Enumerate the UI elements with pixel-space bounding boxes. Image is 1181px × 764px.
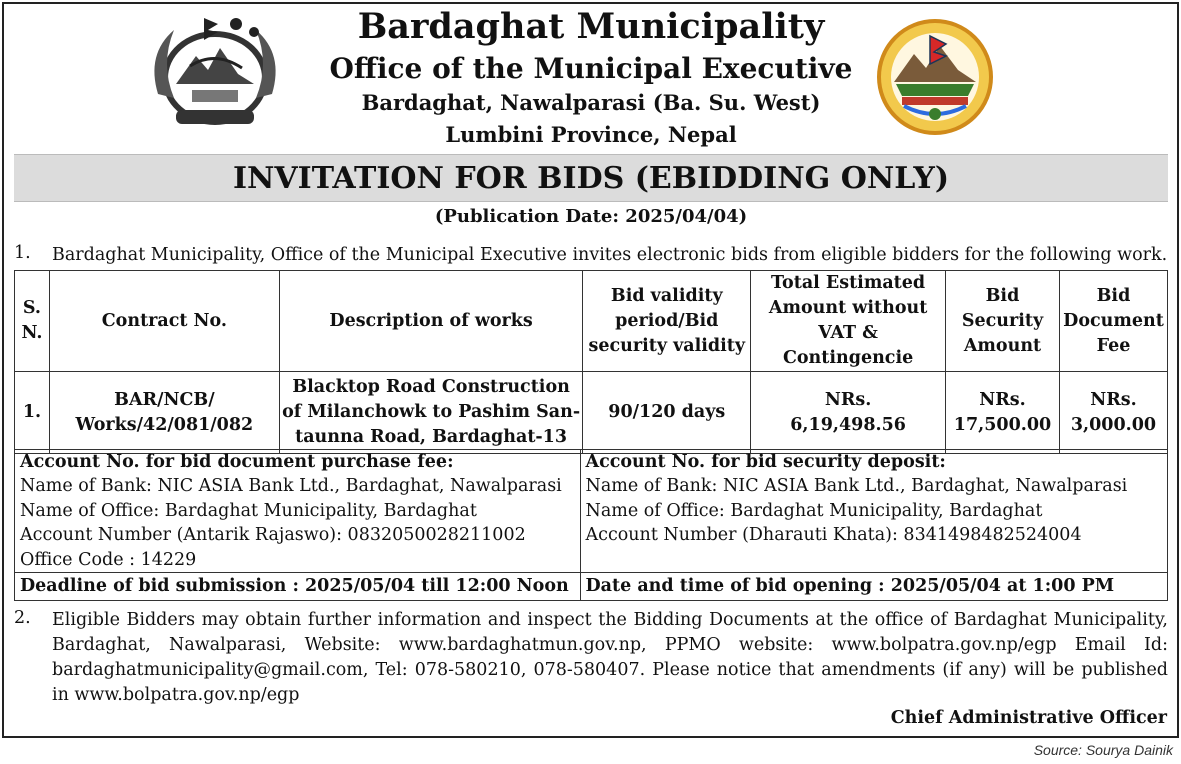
notice-title: INVITATION FOR BIDS (EBIDDING ONLY)	[14, 154, 1168, 202]
paragraph-intro: Bardaghat Municipality, Office of the Municipal Executive invites electronic bids from eligible bidders for the following work.	[52, 245, 1168, 265]
col-header-fee: Bid Document Fee	[1059, 271, 1167, 372]
document-fee-bank: Name of Bank: NIC ASIA Bank Ltd., Bardaghat, Nawalparasi	[20, 476, 562, 497]
submission-deadline: Deadline of bid submission : 2025/05/04 till 12:00 Noon	[15, 573, 581, 601]
cell-description: Blacktop Road Construction of Milanchowk to Pashim San- taunna Road, Bardaghat-13	[279, 372, 583, 454]
table-row	[15, 372, 1168, 454]
source-credit: Source: Sourya Dainik	[1033, 742, 1173, 758]
document-fee-office-code: Office Code : 14229	[20, 549, 197, 570]
paragraph-number: 2.	[14, 608, 31, 628]
cell-sn: 1.	[15, 372, 50, 454]
municipality-name: Bardaghat Municipality	[357, 6, 825, 47]
security-deposit-account	[580, 450, 1168, 573]
publication-date: (Publication Date: 2025/04/04)	[434, 206, 748, 227]
document-fee-heading: Account No. for bid document purchase fee:	[20, 452, 454, 472]
paragraph-contact-info: Eligible Bidders may obtain further information and inspect the Bidding Documents at the office of Bardaghat Municipality, Bardaghat, Nawalparasi, Website: www.bardaghatmun.gov.np, PPMO website: www.bolpatra.gov.np/egp Email Id: bardaghatmunicipality@gmail.com, Tel: 078-580210, 078-580407. Please notice that amendments (if any) will be published in www.bolpatra.gov.np/egp	[52, 610, 1168, 705]
cell-fee: NRs. 3,000.00	[1059, 372, 1167, 454]
province-line: Lumbini Province, Nepal	[445, 122, 737, 147]
security-deposit-heading: Account No. for bid security deposit:	[585, 452, 946, 472]
col-header-validity: Bid validity period/Bid security validity	[583, 271, 751, 372]
bid-opening-time: Date and time of bid opening : 2025/05/04 at 1:00 PM	[580, 573, 1168, 601]
document-fee-account	[15, 450, 581, 573]
col-header-description: Description of works	[279, 271, 583, 372]
security-deposit-bank: Name of Bank: NIC ASIA Bank Ltd., Bardaghat, Nawalparasi	[585, 476, 1128, 497]
col-header-security: Bid Security Amount	[946, 271, 1060, 372]
cell-contract: BAR/NCB/ Works/42/081/082	[49, 372, 279, 454]
col-header-sn: S. N.	[15, 271, 50, 372]
account-table	[14, 449, 1168, 601]
paragraph-number: 1.	[14, 243, 31, 263]
table-header-row	[15, 271, 1168, 372]
col-header-estimate: Total Estimated Amount without VAT & Contingencie	[751, 271, 946, 372]
security-deposit-office: Name of Office: Bardaghat Municipality, Bardaghat	[585, 500, 1043, 521]
document-fee-account-number: Account Number (Antarik Rajaswo): 0832050028211002	[20, 525, 526, 546]
cell-estimate: NRs. 6,19,498.56	[751, 372, 946, 454]
office-name: Office of the Municipal Executive	[329, 52, 853, 85]
cell-validity: 90/120 days	[583, 372, 751, 454]
bardaghat-municipality-logo-icon	[872, 18, 998, 136]
security-deposit-account-number: Account Number (Dharauti Khata): 8341498482524004	[585, 525, 1082, 546]
document-fee-office: Name of Office: Bardaghat Municipality, Bardaghat	[20, 500, 477, 521]
nepal-government-emblem-icon	[146, 14, 284, 136]
signature-title: Chief Administrative Officer	[890, 708, 1167, 728]
col-header-contract: Contract No.	[49, 271, 279, 372]
office-address: Bardaghat, Nawalparasi (Ba. Su. West)	[361, 90, 821, 115]
bid-table	[14, 270, 1168, 454]
cell-security: NRs. 17,500.00	[946, 372, 1060, 454]
